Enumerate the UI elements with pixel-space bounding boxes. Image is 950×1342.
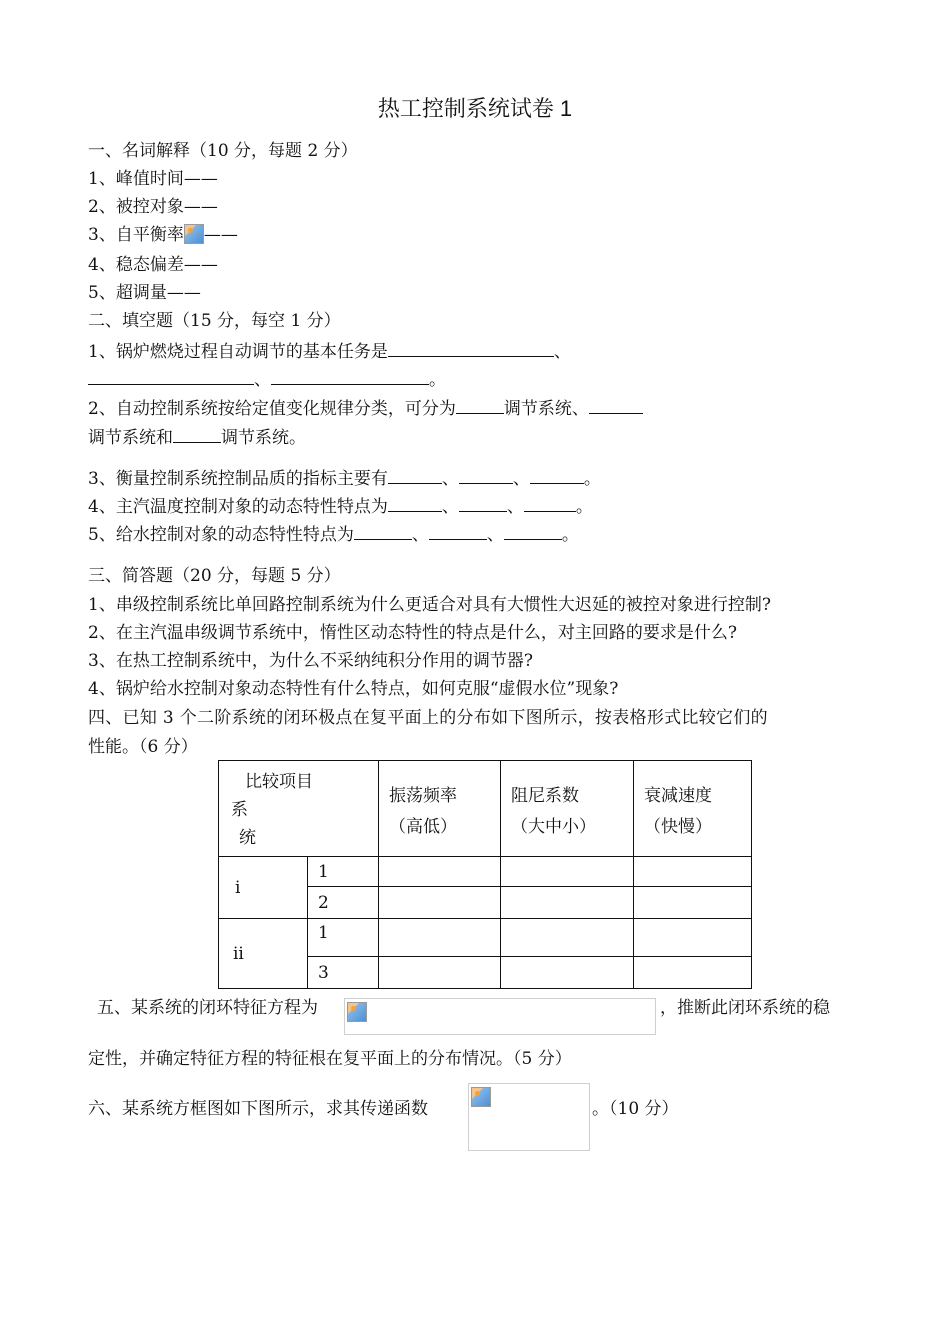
blank: [271, 368, 429, 385]
s2-q5-text: 5、给水控制对象的动态特性特点为: [88, 525, 354, 545]
s2-q2-line1: [88, 397, 643, 419]
s3-item-3: 3、在热工控制系统中，为什么不采纳纯积分作用的调节器?: [88, 651, 533, 671]
s1-item-1: 1、峰值时间——: [88, 169, 218, 189]
equation-image-frame: [344, 998, 656, 1035]
s2-q2-line2: [88, 426, 306, 448]
section1-heading: 一、名词解释（10 分，每题 2 分）: [88, 141, 358, 161]
section3-heading: 三、简答题（20 分，每题 5 分）: [88, 566, 341, 586]
blank: [504, 523, 562, 540]
s2-q3-text: 3、衡量控制系统控制品质的指标主要有: [88, 469, 388, 489]
table-cell: [501, 857, 634, 887]
table-cell: [501, 957, 634, 989]
section4-line1: 四、已知 3 个二阶系统的闭环极点在复平面上的分布如下图所示，按表格形式比较它们的: [88, 708, 768, 728]
col1-label: 振荡频率: [389, 785, 457, 806]
s2-q2-text-c: 调节系统和: [88, 428, 173, 448]
table-cell: [501, 887, 634, 919]
s2-q3: [88, 467, 601, 489]
s2-q4-text: 4、主汽温度控制对象的动态特性特点为: [88, 497, 388, 517]
transfer-function-image-frame: [468, 1083, 590, 1151]
group-i: i: [219, 857, 308, 919]
s1-item-3-dash: ——: [203, 225, 238, 245]
s1-item-3-text: 3、自平衡率: [88, 225, 184, 245]
s2-q1-line2: [88, 368, 446, 390]
blank: [88, 368, 254, 385]
blank: [388, 495, 442, 512]
sep: 、: [441, 497, 459, 517]
col1-sub: （高低）: [389, 816, 457, 837]
row-label: 2: [308, 887, 379, 919]
s1-item-3: [88, 224, 238, 245]
section5-line1-a: 五、某系统的闭环特征方程为: [97, 998, 318, 1018]
row-label: 1: [308, 919, 379, 957]
col3-sub: （快慢）: [644, 816, 712, 837]
s2-q2-text-d: 调节系统。: [221, 428, 306, 448]
broken-image-icon: [184, 224, 204, 244]
blank: [589, 397, 643, 414]
table-cell: [501, 919, 634, 957]
col3-label: 衰减速度: [644, 785, 712, 806]
blank: [459, 467, 513, 484]
blank: [459, 495, 507, 512]
blank: [388, 340, 554, 357]
col-header-damping: [501, 761, 634, 857]
corner-bot-label: 统: [239, 828, 256, 848]
end: 。: [429, 370, 446, 390]
table-cell: [634, 957, 752, 989]
row-label: 3: [308, 957, 379, 989]
table-cell: [634, 857, 752, 887]
s2-q1-line1: [88, 340, 571, 362]
blank: [456, 397, 504, 414]
s3-item-4: 4、锅炉给水控制对象动态特性有什么特点，如何克服“虚假水位”现象?: [88, 679, 619, 699]
section5-line2: 定性，并确定特征方程的特征根在复平面上的分布情况。（5 分）: [88, 1049, 572, 1069]
s3-item-2: 2、在主汽温串级调节系统中，惰性区动态特性的特点是什么，对主回路的要求是什么?: [88, 623, 737, 643]
section5-line1-b: ，推断此闭环系统的稳: [660, 998, 830, 1018]
corner-top-label: 比较项目: [245, 772, 313, 792]
s2-q4: [88, 495, 593, 517]
table-cell: [379, 887, 501, 919]
sep: 、: [486, 525, 504, 545]
col-header-frequency: [379, 761, 501, 857]
blank: [429, 523, 487, 540]
corner-mid-label: 系: [231, 800, 248, 820]
col-header-decay: [634, 761, 752, 857]
section2-heading: 二、填空题（15 分，每空 1 分）: [88, 311, 341, 331]
sep: 、: [441, 469, 459, 489]
end: 。: [575, 497, 593, 517]
table-cell: [379, 919, 501, 957]
table-cell: [379, 957, 501, 989]
sep: 、: [254, 370, 271, 390]
corner-cell: [219, 761, 379, 857]
group-ii: ii: [219, 919, 308, 989]
comparison-table: [218, 760, 752, 989]
blank: [524, 495, 576, 512]
s3-item-1: 1、串级控制系统比单回路控制系统为什么更适合对具有大惯性大迟延的被控对象进行控制?: [88, 595, 771, 615]
blank: [173, 426, 221, 443]
blank: [354, 523, 412, 540]
sep: 、: [411, 525, 429, 545]
col2-sub: （大中小）: [511, 816, 596, 837]
table-cell: [379, 857, 501, 887]
page-title: 热工控制系统试卷 1: [377, 96, 573, 121]
sep: 、: [512, 469, 530, 489]
blank: [530, 467, 584, 484]
blank: [388, 467, 442, 484]
end: 。: [583, 469, 601, 489]
col2-label: 阻尼系数: [511, 785, 579, 806]
s2-q2-text: 2、自动控制系统按给定值变化规律分类，可分为: [88, 399, 456, 419]
section6-text: 六、某系统方框图如下图所示，求其传递函数: [88, 1099, 428, 1119]
broken-image-icon: [347, 1002, 367, 1022]
section4-line2: 性能。（6 分）: [88, 737, 198, 757]
s2-q2-text-b: 调节系统、: [503, 399, 589, 419]
table-cell: [634, 887, 752, 919]
s2-q5: [88, 523, 579, 545]
table-cell: [634, 919, 752, 957]
sep: 、: [506, 497, 524, 517]
sep: 、: [553, 342, 571, 362]
section6-end: 。（10 分）: [592, 1099, 679, 1119]
s1-item-4: 4、稳态偏差——: [88, 255, 218, 275]
s2-q1-text: 1、锅炉燃烧过程自动调节的基本任务是: [88, 342, 388, 362]
s1-item-5: 5、超调量——: [88, 283, 201, 303]
s1-item-2: 2、被控对象——: [88, 197, 218, 217]
broken-image-icon: [471, 1087, 491, 1107]
end: 。: [561, 525, 579, 545]
row-label: 1: [308, 857, 379, 887]
